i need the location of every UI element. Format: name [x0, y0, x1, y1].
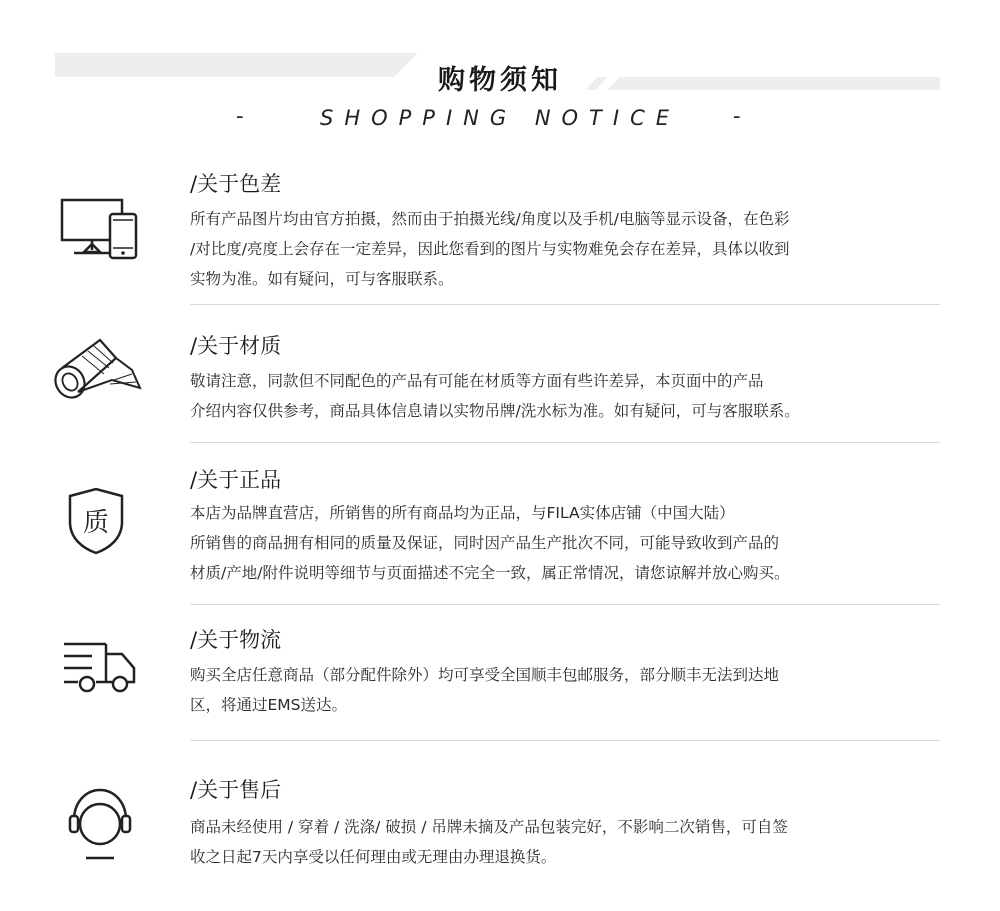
monitor-phone-icon [60, 198, 144, 262]
notice-header [0, 0, 1000, 140]
section-line: 所有产品图片均由官方拍摄，然而由于拍摄光线/角度以及手机/电脑等显示设备，在色彩 [190, 210, 790, 228]
section-line: 收之日起7天内享受以任何理由或无理由办理退换货。 [190, 848, 557, 866]
section-divider [190, 442, 940, 443]
delivery-truck-icon [62, 636, 140, 696]
subtitle-dash-left: - [236, 104, 244, 128]
quality-shield-char: 质 [82, 508, 110, 538]
section-body [190, 812, 950, 872]
fabric-roll-icon [52, 334, 144, 406]
section-title: /关于正品 [190, 468, 282, 492]
page-title: 购物须知 [438, 65, 562, 96]
section-title: /关于物流 [190, 628, 282, 652]
section-line: 介绍内容仅供参考，商品具体信息请以实物吊牌/洗水标为准。如有疑问，可与客服联系。 [190, 402, 800, 420]
section-body [190, 498, 950, 588]
section-divider [190, 604, 940, 605]
section-title: /关于材质 [190, 334, 282, 358]
section-line: 购买全店任意商品（部分配件除外）均可享受全国顺丰包邮服务，部分顺丰无法到达地 [190, 666, 780, 684]
page-subtitle [0, 106, 1000, 130]
section-title: /关于色差 [190, 172, 282, 196]
section-divider [190, 304, 940, 305]
subtitle-dash-right: - [733, 104, 741, 128]
section-line: 区，将通过EMS送达。 [190, 696, 348, 714]
section-line: 本店为品牌直营店，所销售的所有商品均为正品，与FILA实体店铺（中国大陆） [190, 504, 735, 522]
page-subtitle-text: SHOPPING NOTICE [319, 106, 681, 130]
section-body [190, 204, 950, 294]
section-line: 实物为准。如有疑问，可与客服联系。 [190, 270, 454, 288]
section-title: /关于售后 [190, 778, 282, 802]
quality-shield-icon [66, 486, 126, 556]
section-line: 商品未经使用 / 穿着 / 洗涤/ 破损 / 吊牌未摘及产品包装完好，不影响二次销售，可自签 [190, 818, 788, 836]
section-divider [190, 740, 940, 741]
section-line: 材质/产地/附件说明等细节与页面描述不完全一致，属正常情况，请您谅解并放心购买。 [190, 564, 790, 582]
section-line: 敬请注意，同款但不同配色的产品有可能在材质等方面有些许差异，本页面中的产品 [190, 372, 764, 390]
section-line: 所销售的商品拥有相同的质量及保证，同时因产品生产批次不同，可能导致收到产品的 [190, 534, 780, 552]
headset-support-icon [62, 776, 138, 862]
section-body [190, 660, 950, 720]
section-line: /对比度/亮度上会存在一定差异，因此您看到的图片与实物难免会存在差异，具体以收到 [190, 240, 790, 258]
section-body [190, 366, 950, 426]
